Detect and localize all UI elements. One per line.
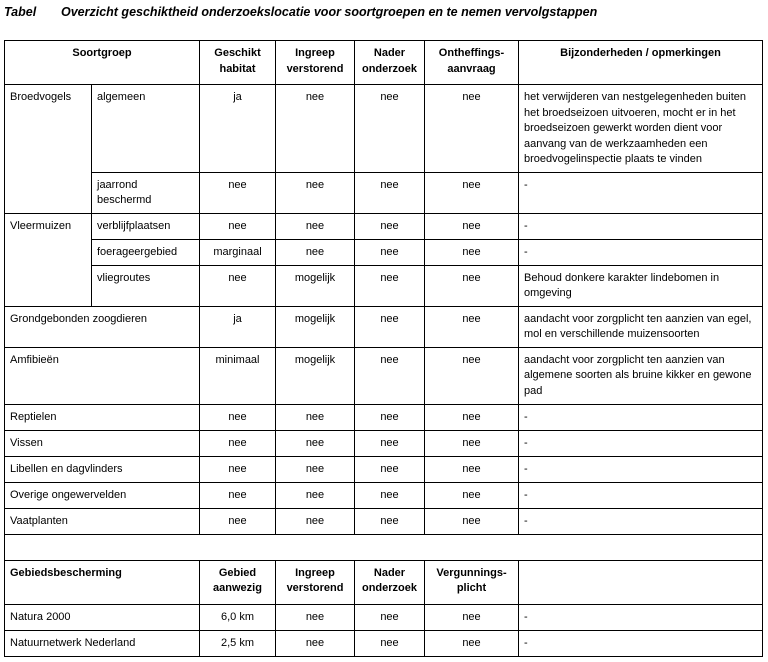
cell-habitat: ja [200,85,276,173]
table-row [5,508,763,534]
cell-ontheffing: nee [425,508,519,534]
cell-ingreep: nee [276,604,355,630]
cell-ontheffing: nee [425,85,519,173]
table-row [5,239,763,265]
table-row [5,347,763,404]
table-row [5,430,763,456]
header-soortgroep: Soortgroep [5,41,200,85]
cell-opmerking: - [519,404,763,430]
cell-habitat: nee [200,430,276,456]
cell-habitat: marginaal [200,239,276,265]
cell-nader: nee [355,172,425,213]
row-soortgroep: Amfibieën [5,347,200,404]
cell-habitat: ja [200,306,276,347]
cell-ingreep: nee [276,508,355,534]
cell-ontheffing: nee [425,239,519,265]
cell-ontheffing: nee [425,456,519,482]
cell-nader: nee [355,430,425,456]
row-subgroup: verblijfplaatsen [92,213,200,239]
table-row [5,213,763,239]
cell-habitat: minimaal [200,347,276,404]
cell-nader: nee [355,456,425,482]
row-soortgroep: Vaatplanten [5,508,200,534]
cell-ingreep: nee [276,482,355,508]
cell-opmerking: - [519,508,763,534]
header-empty [519,560,763,604]
header-ontheffingsaanvraag: Ontheffings-aanvraag [425,41,519,85]
cell-ingreep: mogelijk [276,265,355,306]
row-gebied: Natuurnetwerk Nederland [5,630,200,656]
header-ingreep-verstorend: Ingreep verstorend [276,41,355,85]
spacer-row [5,534,763,560]
cell-nader: nee [355,347,425,404]
cell-habitat: nee [200,456,276,482]
cell-nader: nee [355,404,425,430]
table-row [5,85,763,173]
cell-habitat: nee [200,265,276,306]
cell-opmerking: - [519,630,763,656]
cell-ontheffing: nee [425,482,519,508]
cell-vergunning: nee [425,604,519,630]
caption-label: Tabel [4,5,37,19]
cell-ingreep: mogelijk [276,347,355,404]
cell-opmerking: - [519,482,763,508]
cell-ontheffing: nee [425,213,519,239]
cell-ontheffing: nee [425,404,519,430]
table-caption [4,5,597,19]
cell-ontheffing: nee [425,347,519,404]
table-row [5,630,763,656]
cell-opmerking: - [519,213,763,239]
header-gebied-aanwezig: Gebied aanwezig [200,560,276,604]
row-subgroup: jaarrond beschermd [92,172,200,213]
cell-afstand: 2,5 km [200,630,276,656]
cell-ingreep: nee [276,404,355,430]
row-soortgroep: Reptielen [5,404,200,430]
cell-ontheffing: nee [425,306,519,347]
header-geschikt-habitat: Geschikt habitat [200,41,276,85]
row-subgroup: foerageergebied [92,239,200,265]
cell-opmerking: het verwijderen van nestgelegenheden buiten het broedseizoen uitvoeren, mocht er in het broedseizoen gewerkt worden dient voor aanvang van de werkzaamheden een broedvogelinspectie plaats te vinden [519,85,763,173]
table-row [5,482,763,508]
row-soortgroep: Overige ongewervelden [5,482,200,508]
table-row [5,604,763,630]
cell-opmerking: aandacht voor zorgplicht ten aanzien van algemene soorten als bruine kikker en gewone pad [519,347,763,404]
cell-nader: nee [355,482,425,508]
cell-nader: nee [355,508,425,534]
row-gebied: Natura 2000 [5,604,200,630]
cell-opmerking: - [519,456,763,482]
table-header-row [5,41,763,85]
cell-opmerking: - [519,604,763,630]
cell-habitat: nee [200,213,276,239]
empty-cell [5,534,763,560]
cell-nader: nee [355,213,425,239]
group-broedvogels: Broedvogels [5,85,92,214]
cell-nader: nee [355,604,425,630]
table-header-row [5,560,763,604]
table-row [5,265,763,306]
row-soortgroep: Vissen [5,430,200,456]
cell-ontheffing: nee [425,172,519,213]
cell-nader: nee [355,239,425,265]
cell-opmerking: - [519,239,763,265]
cell-habitat: nee [200,482,276,508]
header-ingreep-verstorend-2: Ingreep verstorend [276,560,355,604]
cell-habitat: nee [200,172,276,213]
cell-habitat: nee [200,404,276,430]
cell-ingreep: nee [276,630,355,656]
cell-habitat: nee [200,508,276,534]
cell-ingreep: nee [276,172,355,213]
row-soortgroep: Libellen en dagvlinders [5,456,200,482]
group-vleermuizen: Vleermuizen [5,213,92,306]
header-nader-onderzoek: Nader onderzoek [355,41,425,85]
row-soortgroep: Grondgebonden zoogdieren [5,306,200,347]
table-row [5,456,763,482]
table-row [5,404,763,430]
cell-ingreep: nee [276,213,355,239]
cell-nader: nee [355,265,425,306]
cell-afstand: 6,0 km [200,604,276,630]
cell-ingreep: nee [276,85,355,173]
cell-opmerking: - [519,430,763,456]
cell-opmerking: Behoud donkere karakter lindebomen in omgeving [519,265,763,306]
cell-nader: nee [355,630,425,656]
cell-ingreep: nee [276,430,355,456]
cell-nader: nee [355,306,425,347]
caption-title: Overzicht geschiktheid onderzoekslocatie voor soortgroepen en te nemen vervolgstappen [61,5,598,19]
table-row [5,306,763,347]
cell-nader: nee [355,85,425,173]
cell-ingreep: nee [276,239,355,265]
header-nader-onderzoek-2: Nader onderzoek [355,560,425,604]
row-subgroup: algemeen [92,85,200,173]
assessment-table [4,40,763,657]
cell-ingreep: mogelijk [276,306,355,347]
row-subgroup: vliegroutes [92,265,200,306]
cell-opmerking: aandacht voor zorgplicht ten aanzien van egel, mol en verschillende muizensoorten [519,306,763,347]
header-opmerkingen: Bijzonderheden / opmerkingen [519,41,763,85]
header-vergunningsplicht: Vergunnings-plicht [425,560,519,604]
cell-ontheffing: nee [425,430,519,456]
cell-ontheffing: nee [425,265,519,306]
header-gebiedsbescherming: Gebiedsbescherming [5,560,200,604]
table-row [5,172,763,213]
cell-vergunning: nee [425,630,519,656]
cell-ingreep: nee [276,456,355,482]
cell-opmerking: - [519,172,763,213]
